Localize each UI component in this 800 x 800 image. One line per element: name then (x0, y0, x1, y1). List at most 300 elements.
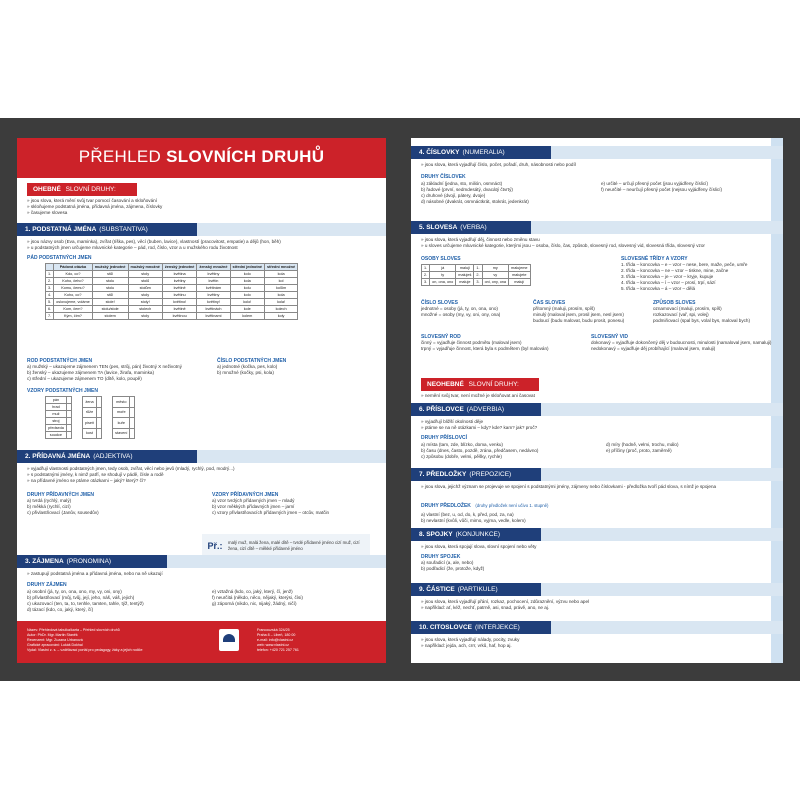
table-cell: 2. (46, 278, 54, 285)
list-item: rozkazovací (vař, spi, volej) (653, 312, 709, 317)
table-cell: květiny (197, 271, 230, 278)
table-cell: 2. (422, 272, 430, 279)
table-cell (66, 432, 71, 439)
table-cell: stolů (128, 278, 162, 285)
publisher-logo (219, 629, 239, 651)
table-cell: kola! (265, 299, 298, 306)
table-row (46, 264, 298, 271)
footer-line: Francouzská 324/25 (257, 628, 290, 632)
table-cell: stavení (113, 428, 130, 439)
table-cell: já (430, 265, 456, 272)
bullet: » u podstatných jmen určujeme mluvnické kategorie – pád, rod, číslo, vzor a u mužského rodu životnost (27, 245, 238, 250)
table-cell: 3. (46, 285, 54, 292)
bullet: » jsou slova, která vyjadřují přání, rozkaz, pochocení, zdůraznění, výzvu nebo apel (421, 599, 590, 604)
list-item: f) neurčité – neurčují přesný počet (nejsou vyjádřeny číslicí) (601, 187, 723, 192)
section-cislovky (411, 146, 783, 205)
list-item: množné = osoby (my, vy, oni, ony, ona) (421, 312, 501, 317)
table-cell: střední jednotné (230, 264, 265, 271)
cislo-heading: ČÍSLO PODSTATNÝCH JMEN (217, 358, 287, 364)
table-cell: kost (82, 428, 96, 439)
list-item: minulý (maloval jsem, prosil jsem, nesl jsem) (533, 312, 624, 317)
table-row (46, 271, 298, 278)
rod-heading: SLOVESNÝ ROD (421, 334, 461, 340)
table-cell: stolu (92, 278, 128, 285)
list-item: c) ukazovací (ten, ta, to, tenhle, tamten, tahle, týž, tentýž) (27, 601, 144, 606)
neohebne-rest: SLOVNÍ DRUHY: (468, 381, 519, 388)
vid-heading: SLOVESNÝ VID (591, 334, 628, 340)
list-item: c) způsobu (dobře, velmi, pěšky, rychle) (421, 454, 502, 459)
table-cell (130, 418, 135, 429)
table-cell: Kým, čím? (54, 313, 93, 320)
table-cell: kolem (230, 313, 265, 320)
section-subtitle: (PARTIKULE) (457, 586, 498, 593)
table-cell: stoly (128, 271, 162, 278)
table-cell: kolo (230, 271, 265, 278)
bullet: » vyjadřují bližší okolnosti děje (421, 419, 484, 424)
table-cell (66, 397, 71, 404)
section-prislovce (411, 403, 783, 460)
table-cell: oslovujeme, voláme (54, 299, 93, 306)
section-subtitle: (PREPOZICE) (469, 471, 512, 478)
table-cell: soudce (46, 432, 67, 439)
table-cell (66, 418, 71, 425)
table-cell: pán (46, 397, 67, 404)
table-row (113, 407, 135, 418)
vzory-table-muzsky (45, 396, 72, 439)
table-cell: stole! (92, 299, 128, 306)
bullet: » nemění svůj tvar, není možné je skloňovat ani časovat (421, 393, 535, 398)
druhy-heading: DRUHY PŘEDLOŽEK (421, 503, 471, 509)
table-cell: 2. (474, 272, 482, 279)
list-item: d) míry (hodně, velmi, trochu, málo) (606, 442, 679, 447)
footer (17, 621, 386, 663)
druhy-note: (druhy předložek není učivo 1. stupně) (475, 503, 549, 508)
section-subtitle: (ADVERBIA) (466, 406, 504, 413)
section-heading (411, 146, 551, 159)
list-item: trpný = vyjadřuje činnost, která byla s podmětem (byl malován) (421, 346, 549, 351)
section-heading (411, 528, 541, 541)
vzory-heading: VZORY PŘÍDAVNÝCH JMEN (212, 492, 279, 498)
list-item: a) místa (tam, zde, blízko, doma, venku) (421, 442, 503, 447)
table-cell: kola (265, 292, 298, 299)
section-title: 3. ZÁJMENA (25, 558, 64, 565)
ohebne-rest: SLOVNÍ DRUHY: (65, 186, 116, 193)
section-predlozky (411, 468, 783, 524)
table-cell: květinu (162, 292, 197, 299)
table-cell: květiny (197, 292, 230, 299)
pady-table (45, 263, 298, 320)
ohebne-bullets (17, 198, 386, 216)
table-cell: květino! (162, 299, 197, 306)
bullet: » na přídavné jméno se ptáme otázkami – jaký? který? čí? (27, 478, 146, 483)
list-item: oznamovací (maluji, prosím, spíš) (653, 306, 722, 311)
section-subtitle: (NUMERALIA) (462, 149, 505, 156)
list-item: dokonavý = vyjadřuje dokončený děj v budoucnosti, minulosti (namaloval jsem, namaluji) (591, 340, 772, 345)
section-title: 1. PODSTATNÁ JMÉNA (25, 226, 97, 233)
list-item: b) vzor měkkých přídavných jmen – jarní (212, 504, 295, 509)
table-cell: stolech (128, 306, 162, 313)
list-item: c) vzory přivlastňovacích přídavných jmen – otcův, matčin (212, 510, 330, 515)
table-cell (66, 425, 71, 432)
bullet: » jsou slova, jejichž význam se projevuje ve spojení s podstatnými jmény, zájmeny nebo číslovkami - předložka tvoří pád slova, s nímž je spojena (421, 484, 717, 489)
table-cell: píseň (82, 418, 96, 429)
page-title (17, 138, 386, 178)
section-subtitle: (KONJUNKCE) (455, 531, 501, 538)
list-item: g) záporná (nikdo, nic, nijaký, žádný, ničí) (212, 601, 297, 606)
section-title: 4. ČÍSLOVKY (419, 149, 460, 156)
section-pridavna-jmena (17, 450, 386, 551)
table-cell: malujete (509, 272, 530, 279)
table-cell: kolům (265, 285, 298, 292)
table-row (46, 299, 298, 306)
table-row (82, 397, 101, 408)
table-cell: maluji (456, 265, 474, 272)
table-cell: stolu (92, 285, 128, 292)
list-item: podmiňovací (spal bys, volal bys, maloval bych) (653, 318, 751, 323)
list-item: c) střední – ukazujeme zájmenem TO (dítě, kolo, poupě) (27, 376, 142, 381)
footer-line: Grafické zpracování: Lukáš Dokhal (27, 643, 83, 647)
table-cell: stolům (128, 285, 162, 292)
section-zajmena (17, 555, 386, 613)
ohebne-heading (27, 183, 137, 196)
bullet: » jsou slova, která vyjadřují nálady, pocity, zvuky (421, 637, 520, 642)
table-cell: Kom, čem? (54, 306, 93, 313)
table-cell (66, 404, 71, 411)
section-title: 7. PŘEDLOŽKY (419, 471, 467, 478)
list-item: 4. třída – koncovka – í – vzor – prosí, trpí, sází (621, 280, 716, 285)
druhy-heading: DRUHY ZÁJMEN (27, 582, 67, 588)
footer-line: telefon: +420 721 257 761 (257, 648, 299, 652)
footer-line: Autor: PhDr. Mgr. Martin Staněk (27, 633, 78, 637)
list-item: f) neurčitá (někdo, něco, nějaký, kterýsi, čísi) (212, 595, 303, 600)
list-item: a) osobní (já, ty, on, ona, ono, my, vy, oni, ony) (27, 589, 122, 594)
list-item: 5. třída – koncovka – á – vzor – dělá (621, 286, 696, 291)
table-row (113, 428, 135, 439)
table-row (46, 306, 298, 313)
table-cell (130, 397, 135, 408)
osoby-table (421, 264, 531, 286)
list-item: činný = vyjadřuje činnost podmětu (maloval jsem) (421, 340, 522, 345)
table-row (82, 407, 101, 418)
section-heading (411, 621, 551, 634)
table-row (46, 404, 72, 411)
zpusob-heading: ZPŮSOB SLOVES (653, 300, 696, 306)
bullet: » s podstatnými jmény, k nimž patří, se shodují v pádě, čísle a rodě (27, 472, 164, 477)
section-heading (411, 403, 541, 416)
table-cell: květině (162, 285, 197, 292)
section-heading (411, 221, 531, 234)
section-title: 10. CITOSLOVCE (419, 624, 472, 631)
table-cell: malujeme (509, 265, 530, 272)
table-cell: 5. (46, 299, 54, 306)
table-cell: vy (482, 272, 508, 279)
list-item: budoucí (budu malovat, budu prosit, ponesu) (533, 318, 625, 323)
bullet: » vyjadřují vlastnosti podstatných jmen, tedy osob, zvířat, věcí nebo jevů (mladý, rychlý, pod, modrý...) (27, 466, 235, 471)
neohebne-heading (421, 378, 539, 391)
list-item: 2. třída – koncovka – ne – vzor – tiskne, mine, začne (621, 268, 729, 273)
table-cell (66, 411, 71, 418)
section-heading (411, 583, 541, 596)
list-item: b) množné (kočky, psi, kola) (217, 370, 274, 375)
cas-heading: ČAS SLOVES (533, 300, 566, 306)
table-cell: žena (82, 397, 96, 408)
section-subtitle: (INTERJEKCE) (474, 624, 520, 631)
section-subtitle: (PRONOMINA) (66, 558, 112, 565)
section-title: 8. SPOJKY (419, 531, 453, 538)
table-cell (97, 428, 102, 439)
bullet: » jsou slova, která spojují slova, slovní spojení nebo věty (421, 544, 537, 549)
pady-heading: PÁD PODSTATNÝCH JMEN (27, 255, 92, 261)
neohebne-bold: NEOHEBNÉ (427, 381, 464, 388)
footer-line: Název: Přehledová tabulka/karta – Přehled slovních druhů (27, 628, 120, 632)
title-plain: PŘEHLED (78, 147, 162, 166)
table-cell: mužský jednotné (92, 264, 128, 271)
list-item: a) vlastní (bez, u, od, do, k, před, pod, za, na) (421, 512, 514, 517)
table-cell: ženský jednotné (162, 264, 197, 271)
rod-heading: ROD PODSTATNÝCH JMEN (27, 358, 93, 364)
table-row (113, 397, 135, 408)
ohebne-bold: OHEBNÉ (33, 186, 61, 193)
section-slovesa (411, 221, 783, 352)
table-cell: květin (197, 278, 230, 285)
list-item: b) nevlastní (kvůli, vůči, mimo, vyjma, vedle, kolem) (421, 518, 526, 523)
table-row (46, 425, 72, 432)
table-row (46, 292, 298, 299)
table-cell: kol (265, 278, 298, 285)
list-item: b) ženský – ukazujeme zájmenem TA (lavice, žirafa, maminka) (27, 370, 154, 375)
list-item: a) jednotné (kočka, pes, kolo) (217, 364, 278, 369)
table-row (422, 272, 531, 279)
bullet: » jsou slova, která mění svůj tvar pomocí časování a skloňování (27, 198, 157, 203)
section-heading (17, 450, 197, 463)
table-row (422, 265, 531, 272)
right-sheet (411, 138, 783, 663)
list-item: a) vzor tvrdých přídavných jmen – mladý (212, 498, 295, 503)
bullet: » skloňujeme podstatná jména, přídavná jména, zájmena, číslovky (27, 204, 163, 209)
section-subtitle: (VERBA) (460, 224, 487, 231)
section-title: 2. PŘÍDAVNÁ JMÉNA (25, 453, 91, 460)
table-cell (97, 407, 102, 418)
section-podstatna-jmena (17, 223, 386, 437)
list-item: 1. třída – koncovka – e – vzor – nese, bere, maže, peče, umře (621, 262, 748, 267)
table-cell: květina (162, 271, 197, 278)
section-castice (411, 583, 783, 611)
list-item: c) přivlastňovací (Janův, sousedův) (27, 510, 99, 515)
table-row (46, 418, 72, 425)
vzory-heading: VZORY PODSTATNÝCH JMEN (27, 388, 98, 394)
title-bold: SLOVNÍCH DRUHŮ (166, 147, 325, 166)
list-item: b) měkká (rychlí, cizí) (27, 504, 71, 509)
druhy-heading: DRUHY ČÍSLOVEK (421, 174, 466, 180)
bullet: » například: ať, kéž, nechť, patrně, asi, snad, právě, ano, ne aj. (421, 605, 550, 610)
table-cell: my (482, 265, 508, 272)
table-cell: květinami (197, 313, 230, 320)
table-cell: 7. (46, 313, 54, 320)
table-cell: květiny (162, 278, 197, 285)
ohebne-section (17, 183, 386, 216)
table-cell: kola (265, 271, 298, 278)
cislo-heading: ČÍSLO SLOVES (421, 300, 458, 306)
table-cell: hrad (46, 404, 67, 411)
footer-line: web: www.vlastni.cz (257, 643, 289, 647)
example-label: Př.: (207, 541, 223, 551)
section-subtitle: (ADJEKTIVA) (93, 453, 133, 460)
table-cell (130, 407, 135, 418)
footer-line: e-mail: info@vlastni.cz (257, 638, 294, 642)
list-item: a) mužský – ukazujeme zájmenem TEN (pes, strůj, pán) životný X neživotný (27, 364, 182, 369)
table-row (422, 279, 531, 286)
table-cell (46, 264, 54, 271)
bullet: » jsou názvy osob (Eva, maminka), zvířat (Iíška, pes), věcí (buben, lavice), vlastností (pracovitost, empatie) a dějů (hon, běh) (27, 239, 281, 244)
list-item: b) podřadicí (že, protože, když) (421, 566, 485, 571)
list-item: e) příčiny (proč, proto, zaměrně) (606, 448, 672, 453)
section-heading (17, 223, 197, 236)
table-cell (130, 428, 135, 439)
druhy-heading: DRUHY PŘÍDAVNÝCH JMEN (27, 492, 95, 498)
table-cell: stolu/stole (92, 306, 128, 313)
osoby-heading: OSOBY SLOVES (421, 256, 461, 262)
bullet: » časujeme slovesa (27, 210, 68, 215)
table-cell: 1. (46, 271, 54, 278)
list-item: b) času (dnes, často, pozdě, zrána, předčasem, nedávno) (421, 448, 539, 453)
bullet: » například: jejda, ach, crrr, vrků, haf, hop aj. (421, 643, 512, 648)
tridy-heading: SLOVESNÉ TŘÍDY A VZORY (621, 256, 688, 262)
table-cell: 3. (422, 279, 430, 286)
table-cell: kolech (265, 306, 298, 313)
table-cell: Komu, čemu? (54, 285, 93, 292)
table-cell: květiny! (197, 299, 230, 306)
footer-line: Vydal: Vlastní z. s. – vzdělávací portál pro pedagogy, žáky a jejich rodiče (27, 648, 143, 652)
section-title: 6. PŘÍSLOVCE (419, 406, 464, 413)
list-item: c) druhové (dvojí, pátery, dvoje) (421, 193, 486, 198)
list-item: e) určité – určují přesný počet (jsou vyjádřeny číslicí) (601, 181, 708, 186)
table-cell: stroj (46, 418, 67, 425)
table-cell: on, ona, ono (430, 279, 456, 286)
table-cell: Koho, čeho? (54, 278, 93, 285)
list-item: 3. třída – koncovka – je – vzor – kryje, kupuje (621, 274, 714, 279)
table-cell: kolu (230, 285, 265, 292)
list-item: přítomný (maluji, prosím, spíš) (533, 306, 595, 311)
table-cell: květinou (162, 313, 197, 320)
section-subtitle: (SUBSTANTIVA) (99, 226, 148, 233)
table-cell: kola (230, 278, 265, 285)
list-item: a) souřadicí (a, ale, nebo) (421, 560, 474, 565)
table-cell (97, 397, 102, 408)
table-cell: 1. (474, 265, 482, 272)
table-row (82, 428, 101, 439)
section-title: 9. ČÁSTICE (419, 586, 455, 593)
footer-line: Praha 8 – Libeň, 180 00 (257, 633, 296, 637)
table-row (46, 313, 298, 320)
table-cell: kuře (113, 418, 130, 429)
section-citoslovce (411, 621, 783, 649)
bullet: » u sloves určujeme mluvnické kategorie, kterými jsou – osoba, číslo, čas, způsob, slovesný rod, slovesný vid, slovesná třída, slovesný vzor (421, 243, 705, 248)
list-item: nedokonavý = vyjadřuje děj probíhající (maloval jsem, maluji) (591, 346, 716, 351)
table-cell: koly (265, 313, 298, 320)
section-title: 5. SLOVESA (419, 224, 458, 231)
table-cell: maluje (456, 279, 474, 286)
table-cell: 1. (422, 265, 430, 272)
table-row (82, 418, 101, 429)
table-cell: stůl (92, 271, 128, 278)
table-cell: Kdo, co? (54, 271, 93, 278)
footer-contact (257, 628, 299, 653)
footer-line: Recenzent: Mgr. Zuzana Urbanová (27, 638, 83, 642)
table-row (46, 285, 298, 292)
list-item: b) přivlastňovací (můj, tvůj, její, jeho, náš, váš, jejich) (27, 595, 135, 600)
table-cell: květině (162, 306, 197, 313)
section-spojky (411, 528, 783, 572)
list-item: d) tázací (kdo, co, jaký, který, čí) (27, 607, 94, 612)
druhy-heading: DRUHY SPOJEK (421, 554, 461, 560)
section-heading (411, 468, 541, 481)
vzory-tables (45, 396, 386, 439)
bullet: » jsou slova, která vyjadřují číslo, počet, pořadí, druh, násobnosti nebo podíl (421, 162, 576, 167)
table-cell: město (113, 397, 130, 408)
table-cell: květinám (197, 285, 230, 292)
table-cell: Koho, co? (54, 292, 93, 299)
table-cell: kolo! (230, 299, 265, 306)
table-row (46, 397, 72, 404)
table-cell (97, 418, 102, 429)
table-cell: stolem (92, 313, 128, 320)
table-cell: moře (113, 407, 130, 418)
table-cell: ženský množné (197, 264, 230, 271)
table-cell: kole (230, 306, 265, 313)
footer-info (27, 628, 142, 653)
table-cell: maluješ (456, 272, 474, 279)
table-cell: kolo (230, 292, 265, 299)
table-cell: stoly (128, 292, 162, 299)
table-row (46, 432, 72, 439)
vzory-table-zensky (82, 396, 102, 439)
table-cell: 4. (46, 292, 54, 299)
table-cell: muž (46, 411, 67, 418)
table-cell: 6. (46, 306, 54, 313)
list-item: e) vztažná (kdo, co, jaký, který, čí, jenž) (212, 589, 293, 594)
table-cell: oni, ony, ona (482, 279, 508, 286)
table-row (113, 418, 135, 429)
section-heading (17, 555, 167, 568)
table-cell: stoly (128, 313, 162, 320)
list-item: a) základní (jedna, sto, milión, osmnáct) (421, 181, 503, 186)
table-cell: předseda (46, 425, 67, 432)
table-cell: malují (509, 279, 530, 286)
bullet: » jsou slova, která vyjadřují děj, činnost nebo změnu stavu (421, 237, 540, 242)
table-cell: střední množné (265, 264, 298, 271)
table-cell: Pádová otázka (54, 264, 93, 271)
table-cell: mužský množné (128, 264, 162, 271)
example-text: malý muž, malá žena, malé dítě – tvrdé přídavné jméno cizí muž, cizí žena, cizí dítě – měkké přídavné jméno (228, 540, 360, 551)
table-row (46, 278, 298, 285)
bullet: » ptáme se na ně otázkami – kdy? kde? kam? jak? proč? (421, 425, 538, 430)
bullet: » zastupují podstatná jména a přídavná jména, nebo na ně ukazují (27, 571, 163, 576)
list-item: a) tvrdá (rychlý, malý) (27, 498, 72, 503)
left-sheet (17, 138, 386, 663)
vzory-table-stredni (112, 396, 135, 439)
rod-cislo-block (17, 358, 386, 439)
list-item: jednotné = osoby (já, ty, on, ona, ono) (421, 306, 498, 311)
table-cell: květinách (197, 306, 230, 313)
druhy-heading: DRUHY PŘÍSLOVCÍ (421, 435, 468, 441)
table-cell: 3. (474, 279, 482, 286)
list-item: b) řadové (první, sedmdesátý, dvacátý čtvrtý) (421, 187, 513, 192)
list-item: d) násobné (dvakrát, osmnáctkrát, stokrát, jedenkrát) (421, 199, 529, 204)
table-cell: ty (430, 272, 456, 279)
table-cell: růže (82, 407, 96, 418)
table-row (46, 411, 72, 418)
neohebne-section (411, 378, 783, 399)
